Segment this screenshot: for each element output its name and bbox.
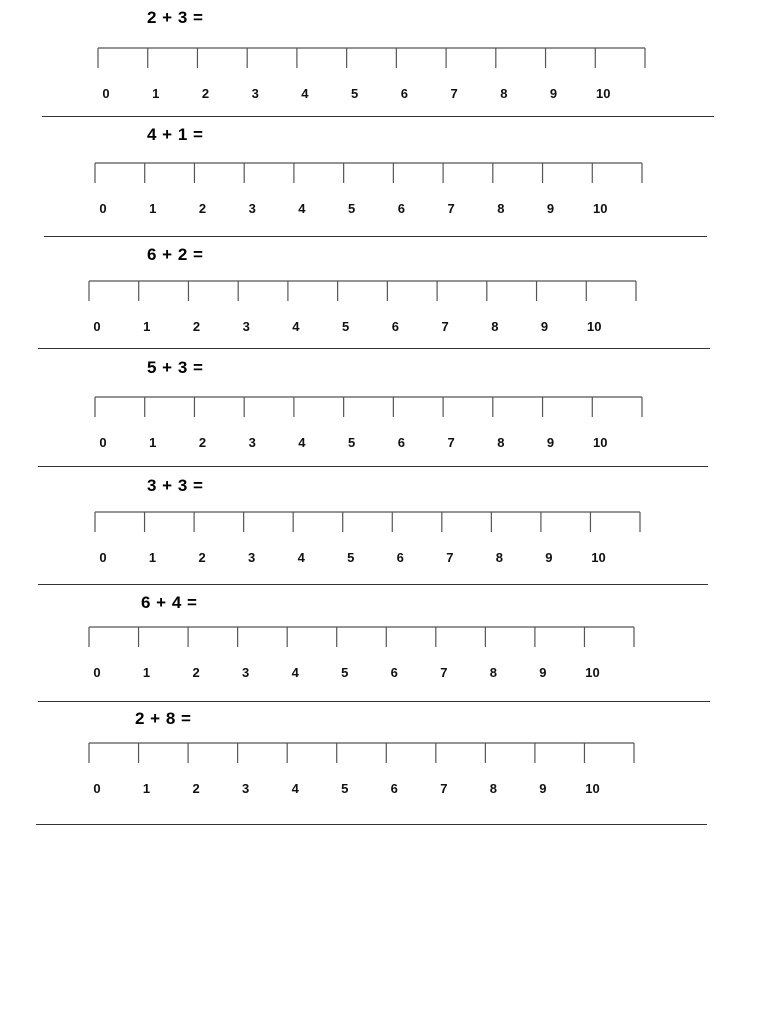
number-line-label: 10 [585, 665, 600, 680]
number-line-label: 4 [292, 319, 300, 334]
equation-label: 2 + 3 = [147, 8, 204, 27]
number-line-label: 8 [489, 781, 497, 796]
number-line-label: 7 [450, 86, 458, 101]
number-line-label: 10 [596, 86, 611, 101]
equation-label: 6 + 2 = [147, 245, 204, 264]
number-line-label: 3 [242, 665, 250, 680]
number-line-label: 6 [391, 319, 399, 334]
problem-6 [0, 585, 768, 701]
number-line [0, 117, 768, 233]
number-line-label: 9 [545, 550, 553, 565]
number-line-label: 0 [93, 781, 101, 796]
equation-label: 3 + 3 = [147, 476, 204, 495]
number-line-label: 4 [291, 781, 299, 796]
number-line-label: 6 [400, 86, 408, 101]
problem-7 [0, 701, 768, 817]
number-line-label: 0 [99, 201, 107, 216]
number-line-label: 6 [396, 550, 404, 565]
number-line-label: 5 [351, 86, 359, 101]
number-line [0, 585, 768, 701]
number-line-label: 5 [347, 550, 355, 565]
number-line-label: 2 [192, 781, 200, 796]
number-line-label: 1 [143, 319, 151, 334]
number-line-label: 3 [248, 201, 256, 216]
number-line-label: 4 [298, 201, 306, 216]
problem-3 [0, 237, 768, 353]
number-line-label: 4 [297, 550, 305, 565]
number-line-label: 7 [446, 550, 454, 565]
number-line-label: 9 [540, 319, 549, 334]
number-line-label: 0 [102, 86, 110, 101]
number-line-label: 7 [441, 319, 449, 334]
divider-line [38, 466, 708, 467]
number-line-label: 2 [198, 201, 207, 216]
number-line-label: 6 [397, 201, 405, 216]
number-line-label: 10 [587, 319, 602, 334]
number-line-label: 3 [248, 435, 256, 450]
number-line [0, 468, 768, 584]
number-line-label: 1 [149, 435, 157, 450]
number-line-label: 8 [495, 550, 503, 565]
number-line-label: 2 [198, 435, 207, 450]
number-line-label: 3 [248, 550, 256, 565]
number-line-label: 2 [198, 550, 206, 565]
number-line-label: 7 [447, 435, 455, 450]
number-line-label: 10 [593, 435, 608, 450]
problem-1 [0, 0, 768, 116]
number-line-label: 9 [539, 665, 547, 680]
number-line-label: 5 [341, 665, 349, 680]
number-line-label: 10 [593, 201, 608, 216]
number-line-label: 6 [397, 435, 405, 450]
number-line [0, 350, 768, 466]
number-line-label: 2 [192, 665, 200, 680]
number-line-label: 0 [93, 665, 101, 680]
number-line-label: 1 [148, 550, 157, 565]
number-line-label: 3 [242, 319, 250, 334]
number-line-label: 9 [549, 86, 558, 101]
number-line-label: 0 [99, 550, 107, 565]
number-line-label: 1 [152, 86, 160, 101]
number-line [0, 0, 768, 116]
problem-2 [0, 117, 768, 233]
number-line-label: 9 [546, 435, 555, 450]
number-line-label: 7 [447, 201, 455, 216]
number-line-label: 3 [242, 781, 250, 796]
number-line-label: 4 [291, 665, 299, 680]
number-line-label: 2 [201, 86, 210, 101]
number-line-label: 1 [149, 201, 157, 216]
number-line-label: 8 [491, 319, 499, 334]
equation-label: 4 + 1 = [147, 125, 204, 144]
number-line [0, 701, 768, 817]
divider-line [38, 348, 710, 349]
equation-label: 2 + 8 = [135, 709, 192, 728]
number-line-label: 1 [142, 665, 151, 680]
number-line-label: 5 [348, 435, 356, 450]
problem-5 [0, 468, 768, 584]
number-line-label: 1 [142, 781, 151, 796]
number-line-label: 2 [192, 319, 201, 334]
number-line-label: 3 [251, 86, 259, 101]
number-line-label: 5 [341, 781, 349, 796]
number-line-label: 9 [546, 201, 555, 216]
number-line-label: 9 [539, 781, 547, 796]
number-line-label: 4 [298, 435, 306, 450]
number-line-label: 8 [497, 435, 505, 450]
number-line-label: 6 [390, 665, 398, 680]
number-line-label: 7 [440, 665, 448, 680]
number-line-label: 8 [489, 665, 497, 680]
number-line-label: 5 [342, 319, 350, 334]
problem-4 [0, 350, 768, 466]
equation-label: 5 + 3 = [147, 358, 204, 377]
number-line-label: 8 [497, 201, 505, 216]
number-line-label: 6 [390, 781, 398, 796]
equation-label: 6 + 4 = [141, 593, 198, 612]
divider-line [36, 824, 707, 825]
number-line-label: 10 [591, 550, 606, 565]
number-line-label: 10 [585, 781, 600, 796]
number-line-label: 0 [93, 319, 101, 334]
number-line-label: 8 [500, 86, 508, 101]
number-line-label: 4 [301, 86, 309, 101]
number-line [0, 237, 768, 353]
number-line-label: 5 [348, 201, 356, 216]
number-line-label: 0 [99, 435, 107, 450]
number-line-label: 7 [440, 781, 448, 796]
